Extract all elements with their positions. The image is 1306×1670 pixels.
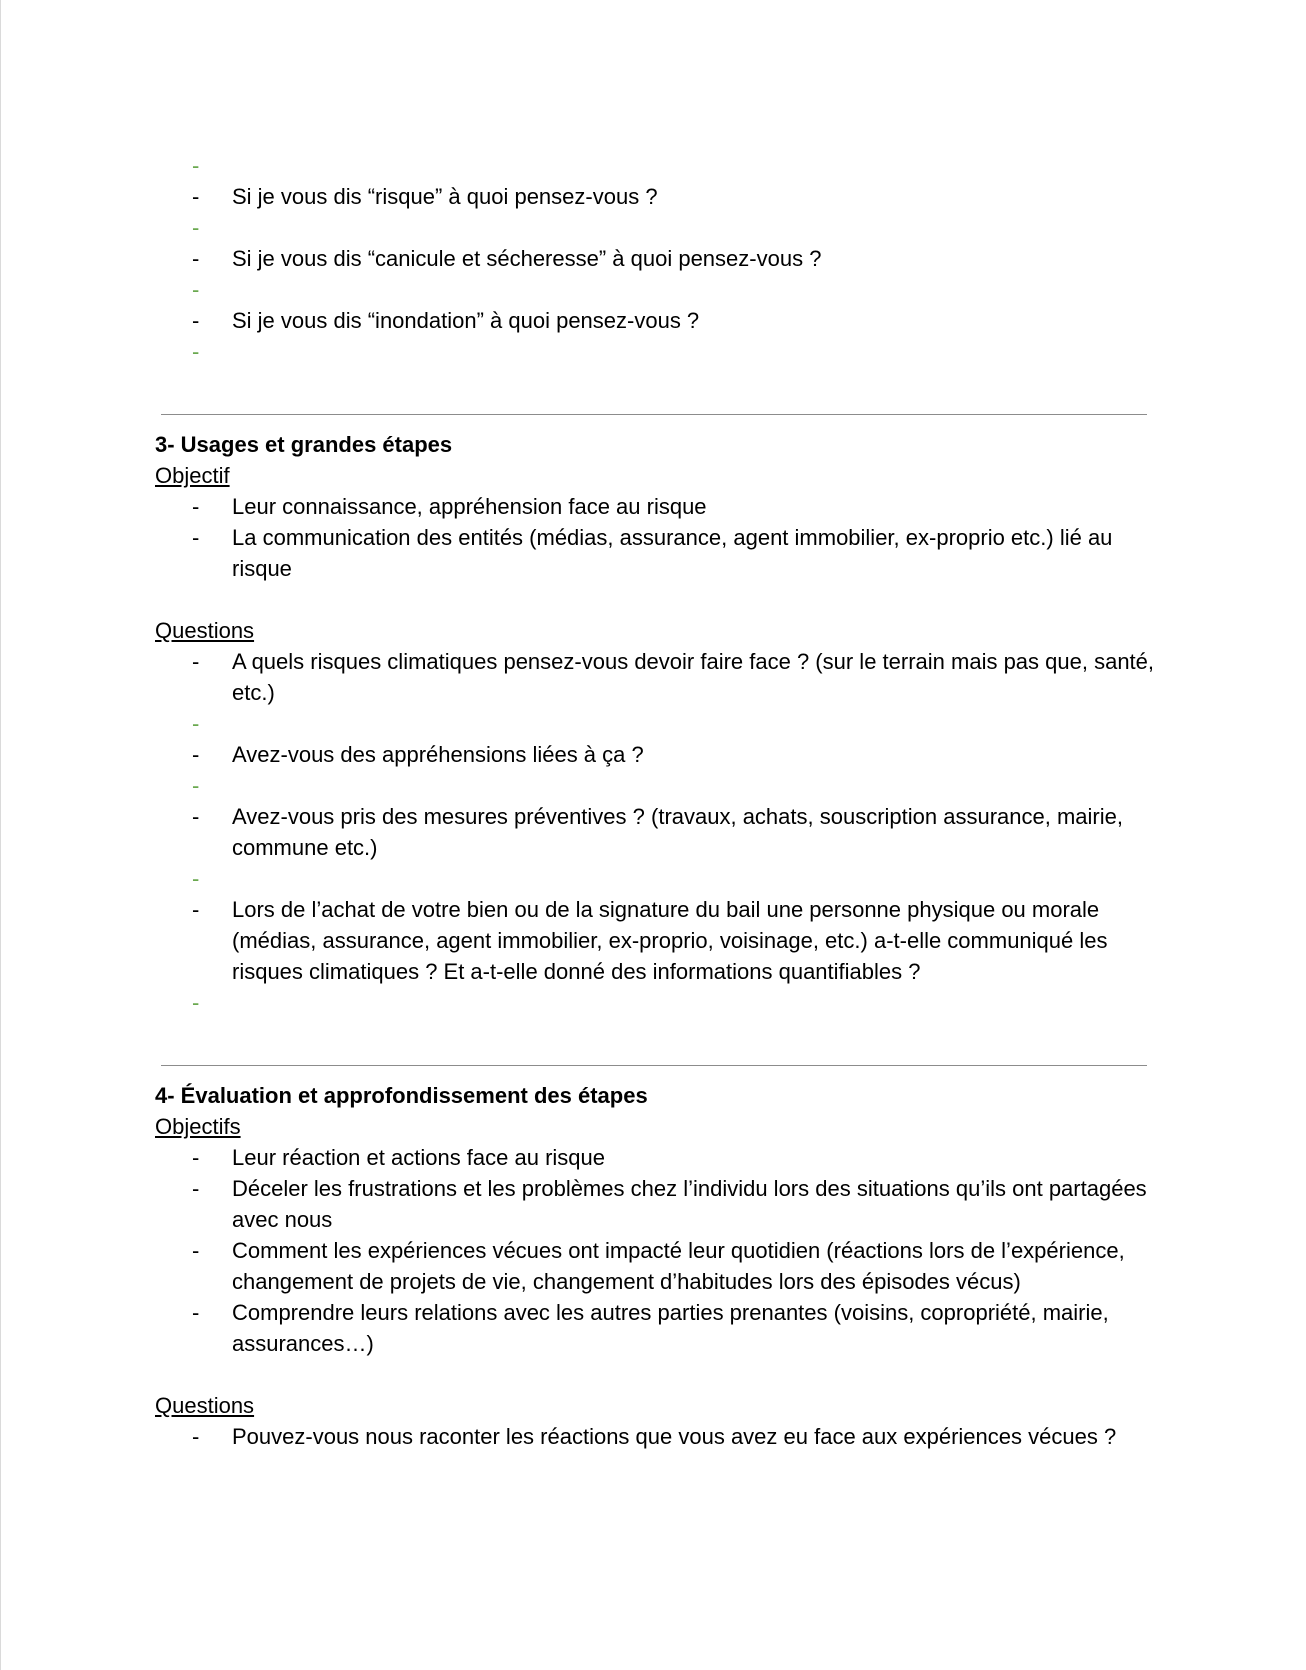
list-item [155, 522, 1155, 584]
section-4-title: 4- Évaluation et approfondissement des étapes [155, 1083, 648, 1108]
list-item-text: Comment les expériences vécues ont impacté leur quotidien (réactions lors de l’expérience, changement de projets de vie, changement d’habitudes lors des épisodes vécus) [232, 1238, 1125, 1294]
empty-list-item [155, 274, 1155, 305]
bullet-dash: - [192, 742, 200, 767]
bullet-dash: - [192, 866, 200, 891]
list-item [155, 243, 1155, 274]
bullet-dash: - [192, 897, 200, 922]
list-item [155, 894, 1155, 987]
bullet-dash: - [192, 804, 200, 829]
bullet-dash: - [192, 1424, 200, 1449]
empty-list-item [155, 150, 1155, 181]
empty-list-item [155, 987, 1155, 1018]
questions-label: Questions [155, 1393, 255, 1418]
list-item-text: Déceler les frustrations et les problèmes chez l’individu lors des situations qu’ils ont partagées avec nous [232, 1176, 1147, 1232]
bullet-dash: - [192, 277, 200, 302]
bullet-dash: - [192, 1176, 200, 1201]
list-item [155, 1235, 1155, 1297]
empty-list-item [155, 708, 1155, 739]
empty-list-item [155, 212, 1155, 243]
list-item-text: La communication des entités (médias, assurance, agent immobilier, ex-proprio etc.) lié au risque [232, 525, 1113, 581]
bullet-dash: - [192, 1145, 200, 1170]
empty-list-item [155, 863, 1155, 894]
bullet-dash: - [192, 649, 200, 674]
list-item-text: Avez-vous des appréhensions liées à ça ? [232, 742, 644, 767]
list-item [155, 1142, 1155, 1173]
list-item [155, 646, 1155, 708]
list-item [155, 801, 1155, 863]
list-item [155, 1297, 1155, 1359]
questions-label: Questions [155, 618, 255, 643]
list-item-text: Leur réaction et actions face au risque [232, 1145, 606, 1170]
bullet-dash: - [192, 494, 200, 519]
list-item [155, 181, 1155, 212]
list-item [155, 1173, 1155, 1235]
list-item [155, 739, 1155, 770]
bullet-dash: - [192, 308, 200, 333]
bullet-dash: - [192, 339, 200, 364]
bullet-dash: - [192, 215, 200, 240]
empty-list-item [155, 336, 1155, 367]
list-item-text: Lors de l’achat de votre bien ou de la signature du bail une personne physique ou morale (médias, assurance, agent immobilier, ex-proprio, voisinage, etc.) a-t-elle communiqué les risques climatiques ? Et a-t-elle donné des informations quantifiables ? [232, 897, 1108, 984]
list-item-text: A quels risques climatiques pensez-vous devoir faire face ? (sur le terrain mais pas que, santé, etc.) [232, 649, 1155, 705]
list-item-text: Comprendre leurs relations avec les autres parties prenantes (voisins, copropriété, mairie, assurances…) [232, 1300, 1109, 1356]
list-item [155, 305, 1155, 336]
list-item-text: Avez-vous pris des mesures préventives ? (travaux, achats, souscription assurance, mairie, commune etc.) [232, 804, 1123, 860]
empty-list-item [155, 770, 1155, 801]
list-item-text: Si je vous dis “inondation” à quoi pensez-vous ? [232, 308, 700, 333]
list-item-text: Si je vous dis “canicule et sécheresse” à quoi pensez-vous ? [232, 246, 822, 271]
bullet-dash: - [192, 990, 200, 1015]
bullet-dash: - [192, 711, 200, 736]
bullet-dash: - [192, 1300, 200, 1325]
list-item-text: Si je vous dis “risque” à quoi pensez-vous ? [232, 184, 658, 209]
bullet-dash: - [192, 1238, 200, 1263]
list-item [155, 491, 1155, 522]
bullet-dash: - [192, 525, 200, 550]
objective-label: Objectif [155, 463, 230, 488]
page-left-edge [0, 0, 1, 1670]
bullet-dash: - [192, 773, 200, 798]
list-item-text: Pouvez-vous nous raconter les réactions que vous avez eu face aux expériences vécues ? [232, 1424, 1117, 1449]
bullet-dash: - [192, 184, 200, 209]
objectives-label: Objectifs [155, 1114, 241, 1139]
document-page [155, 150, 1155, 1452]
list-item [155, 1421, 1155, 1452]
bullet-dash: - [192, 246, 200, 271]
section-3-title: 3- Usages et grandes étapes [155, 432, 453, 457]
list-item-text: Leur connaissance, appréhension face au risque [232, 494, 707, 519]
bullet-dash: - [192, 153, 200, 178]
